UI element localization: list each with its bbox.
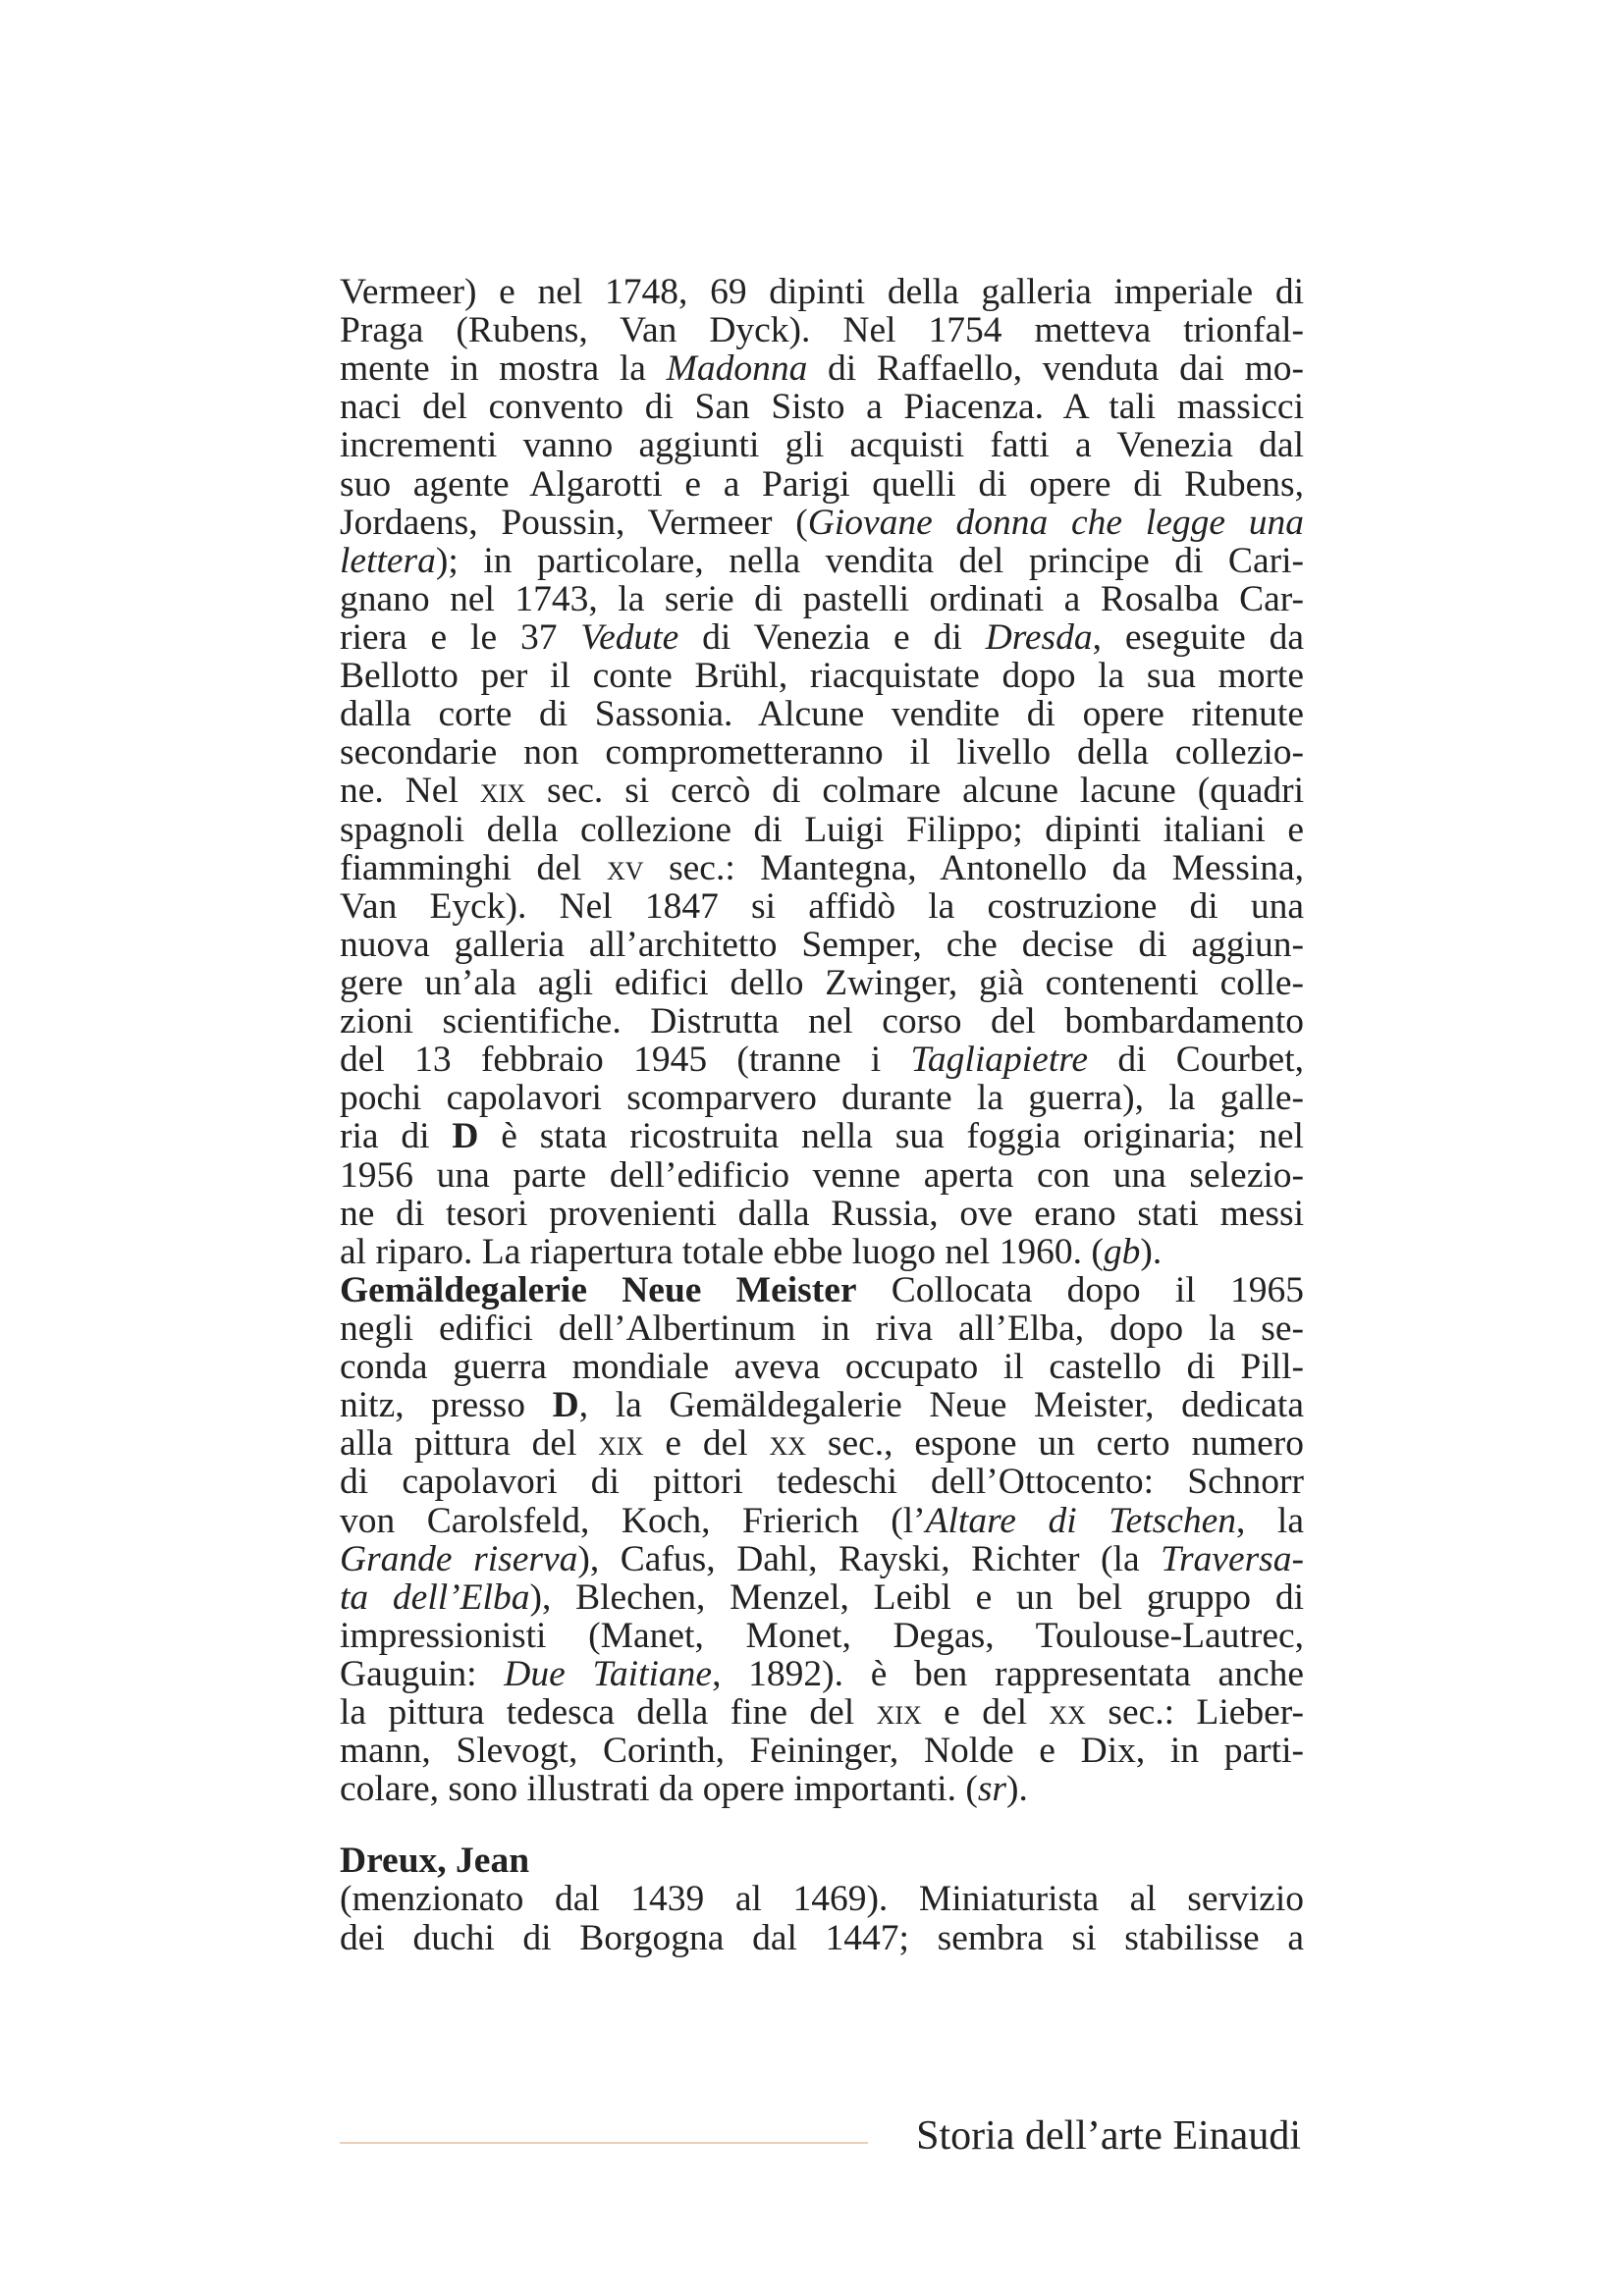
- century-numeral: xx: [769, 1423, 807, 1465]
- bold-term: Gemäldegalerie Neue Meister: [340, 1269, 857, 1310]
- text-run: sec., espone un certo numero: [806, 1423, 1305, 1465]
- bold-term: D: [552, 1385, 579, 1426]
- text-line: [340, 772, 1304, 810]
- text-run: Bellotto per il conte Brühl, riacquistate dopo la sua morte: [340, 656, 1304, 697]
- text-run: di capolavori di pittori tedeschi dell’Ottocento: Schnorr: [340, 1462, 1304, 1503]
- text-run: naci del convento di San Sisto a Piacenza. A tali massicci: [340, 387, 1304, 428]
- text-line: [340, 926, 1304, 964]
- italic-title: sr: [977, 1769, 1006, 1810]
- text-run: sec.: Mantegna, Antonello da Messina,: [643, 847, 1305, 888]
- text-line: [340, 1079, 1304, 1117]
- century-numeral: xx: [1049, 1692, 1086, 1734]
- text-line: [340, 1156, 1304, 1195]
- text-run: negli edifici dell’Albertinum in riva all’Elba, dopo la se-: [340, 1308, 1304, 1349]
- italic-title: Madonna: [666, 348, 808, 390]
- text-run: di Venezia e di: [678, 616, 986, 658]
- text-run: alla pittura del: [340, 1423, 599, 1465]
- text-run: di Courbet,: [1088, 1040, 1304, 1081]
- century-numeral: xix: [876, 1692, 922, 1734]
- text-run: al riparo. La riapertura totale ebbe luogo nel 1960. (: [340, 1231, 1104, 1272]
- text-run: nuova galleria all’architetto Semper, che decise di aggiun-: [340, 924, 1304, 965]
- text-run: ne di tesori provenienti dalla Russia, ove erano stati messi: [340, 1193, 1304, 1234]
- italic-title: Giovane donna che legge una: [807, 502, 1304, 543]
- text-run: 1956 una parte dell’edificio venne aperta con una selezio-: [340, 1154, 1304, 1196]
- text-run: conda guerra mondiale aveva occupato il castello di Pill-: [340, 1347, 1304, 1388]
- text-line: [340, 273, 1304, 311]
- text-line: [340, 811, 1304, 849]
- text-run: ); in particolare, nella vendita del principe di Cari-: [435, 540, 1304, 581]
- text-run: secondarie non comprometteranno il livello della collezio-: [340, 732, 1304, 774]
- text-run: mente in mostra la: [340, 348, 667, 390]
- text-run: ).: [1140, 1231, 1163, 1272]
- text-line: [340, 1195, 1304, 1233]
- text-run: riera e le 37: [340, 616, 581, 658]
- text-line: [340, 426, 1304, 464]
- text-line: [340, 1693, 1304, 1732]
- text-run: del 13 febbraio 1945 (tranne i: [340, 1040, 911, 1081]
- text-line: [340, 349, 1304, 388]
- text-run: di Raffaello, venduta dai mo-: [807, 348, 1305, 390]
- text-line: [340, 1540, 1304, 1578]
- text-line: [340, 1233, 1304, 1271]
- text-run: spagnoli della collezione di Luigi Filippo; dipinti italiani e: [340, 809, 1304, 850]
- article-body: [340, 273, 1304, 1957]
- text-line: [340, 542, 1304, 580]
- text-run: mann, Slevogt, Corinth, Feininger, Nolde e Dix, in parti-: [340, 1731, 1304, 1772]
- text-line: [340, 887, 1304, 926]
- italic-title: gb: [1103, 1231, 1141, 1272]
- text-run: gere un’ala agli edifici dello Zwinger, già contenenti colle-: [340, 962, 1304, 1003]
- text-line: [340, 504, 1304, 542]
- text-run: incrementi vanno aggiunti gli acquisti fatti a Venezia dal: [340, 425, 1304, 466]
- text-line: [340, 388, 1304, 426]
- text-run: pochi capolavori scomparvero durante la guerra), la galle-: [340, 1078, 1304, 1119]
- italic-title: Grande riserva: [340, 1538, 578, 1579]
- century-numeral: xv: [606, 847, 644, 888]
- footer-publisher-label: Storia dell’arte Einaudi: [916, 2113, 1301, 2159]
- text-run: ), Cafus, Dahl, Rayski, Richter (la: [577, 1538, 1162, 1579]
- text-run: nitz, presso: [340, 1385, 553, 1426]
- entry-title-line: [340, 1842, 1304, 1880]
- text-line: [340, 1919, 1304, 1957]
- text-line: [340, 1880, 1304, 1918]
- text-run: e del: [643, 1423, 770, 1465]
- footer-rule: [340, 2142, 868, 2144]
- century-numeral: xix: [479, 771, 526, 812]
- text-run: gnano nel 1743, la serie di pastelli ordinati a Rosalba Car-: [340, 578, 1304, 619]
- text-line: [340, 311, 1304, 349]
- text-run: ria di: [340, 1116, 453, 1157]
- italic-title: Tagliapietre: [910, 1040, 1089, 1081]
- text-line: [340, 1655, 1304, 1693]
- text-run: colare, sono illustrati da opere importanti. (: [340, 1769, 978, 1810]
- text-run: Vermeer) e nel 1748, 69 dipinti della galleria imperiale di: [340, 272, 1304, 312]
- bold-term: D: [452, 1116, 479, 1157]
- text-run: , eseguite da: [1092, 616, 1304, 658]
- text-run: Collocata dopo il 1965: [856, 1269, 1304, 1310]
- text-line: [340, 1041, 1304, 1079]
- text-run: suo agente Algarotti e a Parigi quelli di opere di Rubens,: [340, 463, 1304, 505]
- text-run: , la: [1236, 1500, 1304, 1541]
- text-line: [340, 1463, 1304, 1501]
- text-line: [340, 465, 1304, 504]
- text-line: [340, 1117, 1304, 1155]
- text-run: e del: [921, 1692, 1050, 1734]
- text-run: fiamminghi del: [340, 847, 607, 888]
- text-line: [340, 580, 1304, 618]
- text-line: [340, 657, 1304, 695]
- text-run: zioni scientifiche. Distrutta nel corso del bombardamento: [340, 1001, 1304, 1042]
- text-line: [340, 1271, 1304, 1309]
- text-run: sec. si cercò di colmare alcune lacune (quadri: [525, 771, 1305, 812]
- italic-title: ta dell’Elba: [340, 1576, 530, 1618]
- entry-title: Dreux, Jean: [340, 1841, 530, 1882]
- text-run: , 1892). è ben rappresentata anche: [712, 1653, 1304, 1694]
- italic-title: lettera: [340, 540, 436, 581]
- text-line: [340, 1617, 1304, 1655]
- text-run: sec.: Lieber-: [1085, 1692, 1304, 1734]
- text-run: è stata ricostruita nella sua foggia originaria; nel: [478, 1116, 1304, 1157]
- text-run: dei duchi di Borgogna dal 1447; sembra si stabilisse a: [340, 1917, 1304, 1958]
- text-run: , la Gemäldegalerie Neue Meister, dedicata: [578, 1385, 1304, 1426]
- text-run: impressionisti (Manet, Monet, Degas, Toulouse-Lautrec,: [340, 1615, 1304, 1656]
- italic-title: Dresda: [985, 616, 1093, 658]
- text-run: Jordaens, Poussin, Vermeer (: [340, 502, 808, 543]
- text-run: Praga (Rubens, Van Dyck). Nel 1754 metteva trionfal-: [340, 310, 1304, 351]
- italic-title: Due Taitiane: [504, 1653, 713, 1694]
- text-line: [340, 1386, 1304, 1424]
- text-run: ).: [1006, 1769, 1028, 1810]
- text-run: ), Blechen, Menzel, Leibl e un bel gruppo di: [529, 1576, 1304, 1618]
- text-line: [340, 1732, 1304, 1770]
- text-line: [340, 1502, 1304, 1540]
- text-run: (menzionato dal 1439 al 1469). Miniaturista al servizio: [340, 1879, 1304, 1920]
- text-line: [340, 1002, 1304, 1041]
- text-line: [340, 733, 1304, 772]
- text-run: ne. Nel: [340, 771, 480, 812]
- text-line: [340, 618, 1304, 657]
- text-run: Gauguin:: [340, 1653, 505, 1694]
- text-line: [340, 1578, 1304, 1617]
- century-numeral: xix: [598, 1423, 644, 1465]
- text-run: Van Eyck). Nel 1847 si affidò la costruzione di una: [340, 885, 1304, 927]
- italic-title: Traversa-: [1161, 1538, 1305, 1579]
- text-line: [340, 1770, 1304, 1808]
- italic-title: Vedute: [580, 616, 679, 658]
- italic-title: Altare di Tetschen: [925, 1500, 1237, 1541]
- text-line: [340, 849, 1304, 887]
- text-line: [340, 964, 1304, 1002]
- text-line: [340, 1309, 1304, 1348]
- text-run: dalla corte di Sassonia. Alcune vendite di opere ritenute: [340, 694, 1304, 735]
- text-run: von Carolsfeld, Koch, Frierich (l’: [340, 1500, 926, 1541]
- text-line: [340, 695, 1304, 733]
- text-run: la pittura tedesca della fine del: [340, 1692, 877, 1734]
- text-line: [340, 1348, 1304, 1386]
- text-line: [340, 1424, 1304, 1463]
